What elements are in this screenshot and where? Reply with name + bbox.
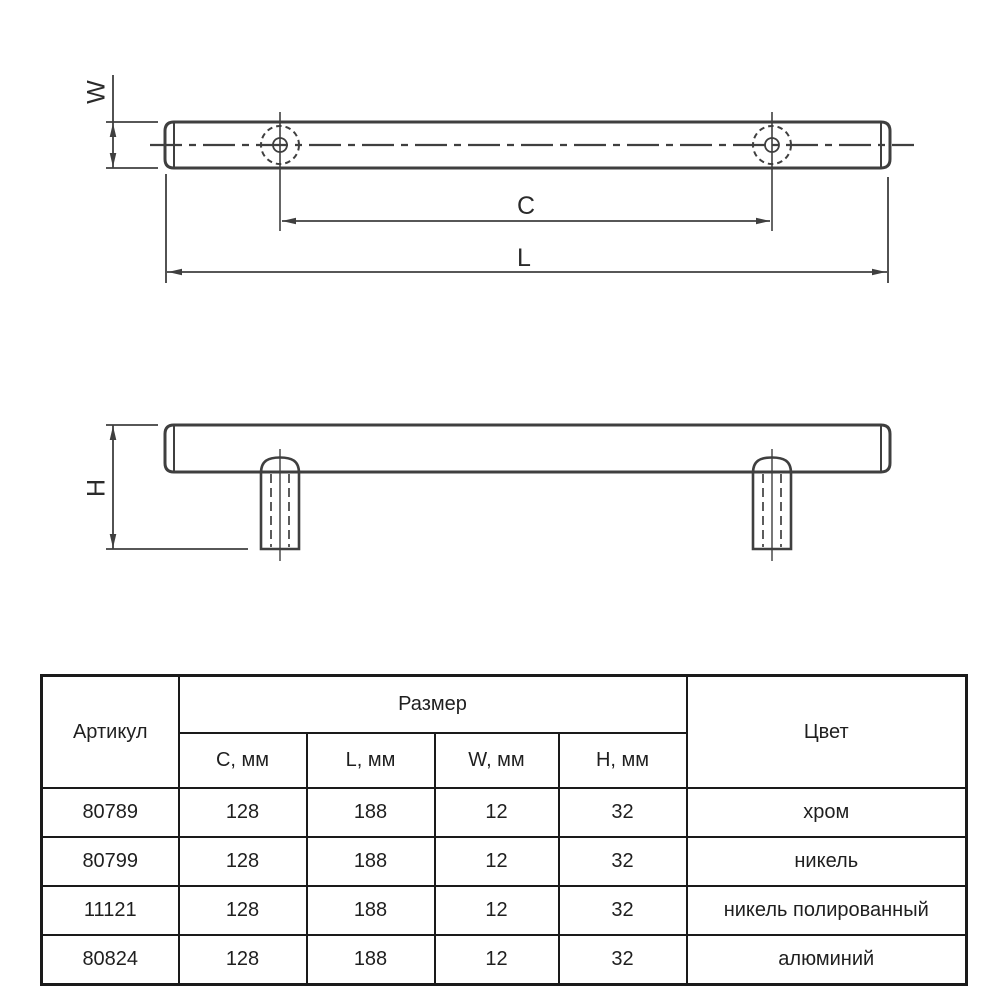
top-view [83,75,914,283]
article-cell: 80824 [42,935,179,985]
h-cell: 32 [559,788,687,837]
w-cell: 12 [435,886,559,935]
header-color: Цвет [687,676,967,789]
w-cell: 12 [435,837,559,886]
dim-h-arrow-up [110,426,117,440]
color-cell: никель полированный [687,886,967,935]
w-cell: 12 [435,788,559,837]
article-cell: 80789 [42,788,179,837]
dim-c-label: C [516,192,536,220]
dim-w-label: W [82,80,111,104]
dim-w-arrow-up [110,123,117,137]
h-cell: 32 [559,886,687,935]
header-l-mm: L, мм [307,733,435,788]
header-c-mm: C, мм [179,733,307,788]
table-row [42,788,967,837]
article-cell: 80799 [42,837,179,886]
l-cell: 188 [307,935,435,985]
header-w-mm: W, мм [435,733,559,788]
l-cell: 188 [307,886,435,935]
color-cell: никель [687,837,967,886]
c-cell: 128 [179,935,307,985]
dim-h-label: H [82,478,111,498]
table-row [42,837,967,886]
spec-table [40,674,968,986]
header-h-mm: H, мм [559,733,687,788]
dim-l-arrow-right [872,269,886,276]
h-cell: 32 [559,935,687,985]
dim-c-arrow-left [282,218,296,225]
table-row [42,886,967,935]
c-cell: 128 [179,886,307,935]
dim-h-arrow-down [110,534,117,548]
w-cell: 12 [435,935,559,985]
l-cell: 188 [307,788,435,837]
l-cell: 188 [307,837,435,886]
article-cell: 11121 [42,886,179,935]
header-size: Размер [179,676,687,734]
color-cell: хром [687,788,967,837]
table-row [42,935,967,985]
dim-w-arrow-down [110,153,117,167]
bar-outline-side-view [165,425,890,472]
h-cell: 32 [559,837,687,886]
c-cell: 128 [179,837,307,886]
color-cell: алюминий [687,935,967,985]
dim-l-label: L [517,244,531,272]
dim-l-arrow-left [168,269,182,276]
side-view [83,425,890,561]
c-cell: 128 [179,788,307,837]
dim-c-arrow-right [756,218,770,225]
header-article: Артикул [42,676,179,789]
